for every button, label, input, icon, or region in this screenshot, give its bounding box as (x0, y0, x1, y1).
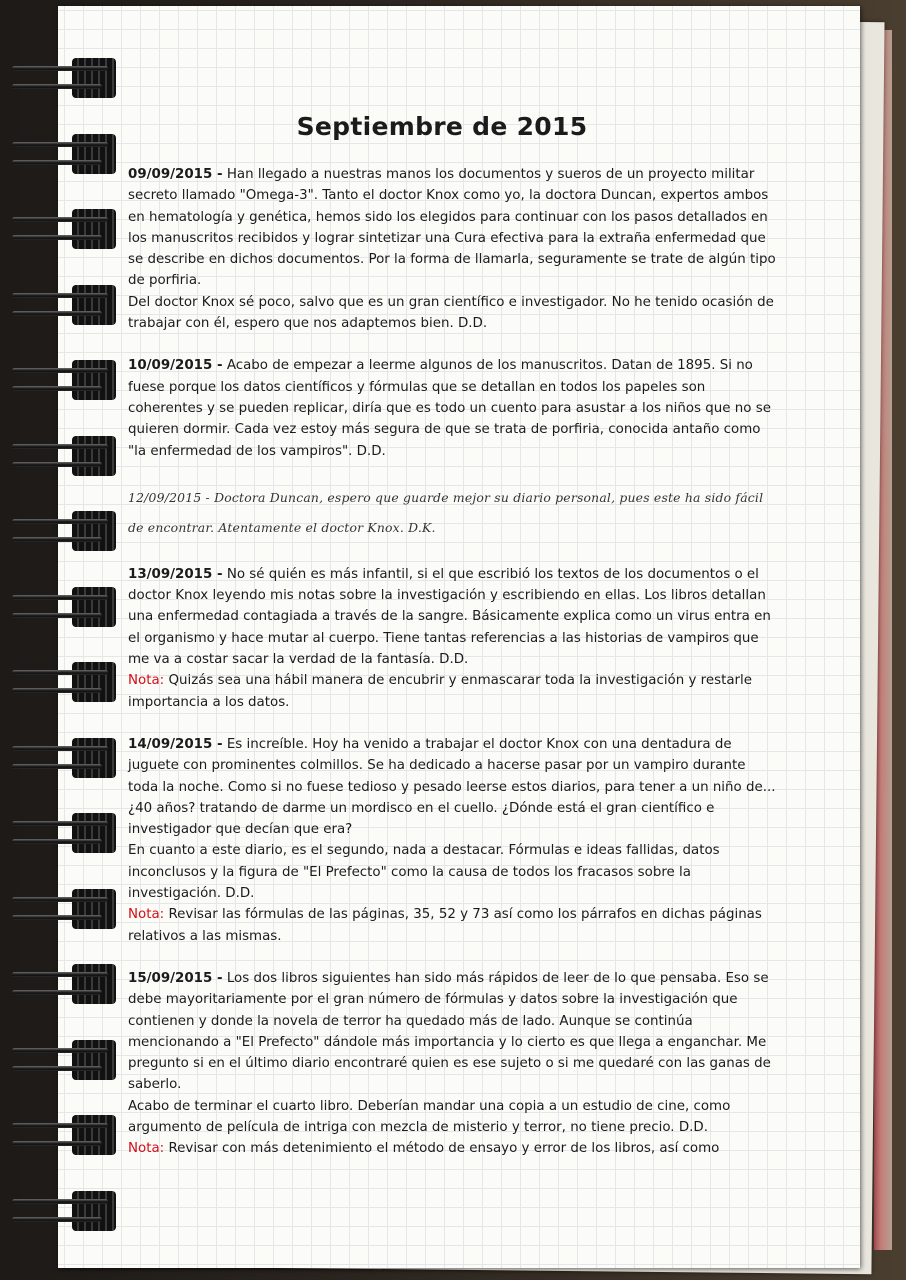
ring-wire (12, 897, 108, 902)
note-label: Nota: (128, 1141, 165, 1157)
spiral-ring (12, 1191, 108, 1231)
ring-wire (12, 972, 108, 977)
entry-date: 15/09/2015 - (128, 970, 223, 986)
spiral-ring (12, 964, 108, 1004)
note-text: Revisar con más detenimiento el método de ensayo y error de los libros, así como (168, 1141, 720, 1157)
ring-clip (72, 209, 116, 249)
entry-text: Acabo de empezar a leerme algunos de los manuscritos. Datan de 1895. Si no fuese porque los datos científicos y fórmulas que se detallan en todos los papeles son coherentes y se pueden replicar, diría que es todo un cuento para asustar a los niños que no se quieren dormir. Cada vez estoy más segura de que se trata de porfiria, conocida antaño como "la enfermedad de los vampiros". D.D. (128, 358, 771, 459)
diary-content (128, 112, 778, 1181)
ring-clip (72, 360, 116, 400)
ring-clip (72, 1191, 116, 1231)
ring-clip (72, 738, 116, 778)
ring-wire (12, 1199, 108, 1204)
entry-date: 10/09/2015 - (128, 358, 223, 374)
ring-wire (12, 293, 108, 298)
ring-wire (12, 519, 108, 524)
entry-text: No sé quién es más infantil, si el que escribió los textos de los documentos o el doctor Knox leyendo mis notas sobre la investigación y escribiendo en ellas. Los libros detallan una enfermedad contagiada a través de la sangre. Básicamente explica como un virus entra en el organismo y hace mutar al cuerpo. Tiene tantas referencias a las historias de vampiros que me va a costar sacar la verdad de la fantasía. D.D. (128, 566, 771, 668)
ring-wire (12, 821, 108, 826)
entry-paragraph (128, 355, 778, 461)
ring-wire (12, 444, 108, 449)
ring-wire (12, 1141, 102, 1146)
note-text: Revisar las fórmulas de las páginas, 35, 52 y 73 así como los párrafos en dichas páginas relativos a las mismas. (128, 907, 762, 944)
ring-clip (72, 58, 116, 98)
ring-wire (12, 764, 102, 769)
ring-wire (12, 537, 102, 542)
spiral-ring (12, 813, 108, 853)
entry-date: 13/09/2015 - (128, 566, 223, 582)
ring-wire (12, 613, 102, 618)
ring-wire (12, 839, 102, 844)
ring-clip (72, 964, 116, 1004)
ring-wire (12, 990, 102, 995)
ring-wire (12, 1217, 102, 1222)
ring-wire (12, 462, 102, 467)
ring-wire (12, 595, 108, 600)
ring-clip (72, 587, 116, 627)
ring-clip (72, 813, 116, 853)
ring-wire (12, 368, 108, 373)
ring-clip (72, 285, 116, 325)
ring-wire (12, 160, 102, 165)
entry-paragraph (128, 734, 778, 840)
entry-note (128, 670, 778, 713)
ring-clip (72, 662, 116, 702)
spiral-ring (12, 511, 108, 551)
spiral-ring (12, 1040, 108, 1080)
diary-entry-1009 (128, 355, 778, 461)
ring-wire (12, 1066, 102, 1071)
ring-wire (12, 235, 102, 240)
ring-clip (72, 1115, 116, 1155)
knox-handwritten-note: 12/09/2015 - Doctora Duncan, espero que guarde mejor su diario personal, pues este ha sido fácil de encontrar. Atentamente el doctor Knox. D.K. (128, 489, 764, 535)
ring-wire (12, 142, 108, 147)
entry-note (128, 904, 778, 947)
spiral-ring (12, 436, 108, 476)
spiral-ring (12, 58, 108, 98)
diary-entry-1309 (128, 564, 778, 713)
spiral-ring (12, 738, 108, 778)
note-label: Nota: (128, 673, 165, 689)
entry-paragraph (128, 564, 778, 670)
ring-wire (12, 688, 102, 693)
spiral-ring (12, 587, 108, 627)
entry-paragraph: En cuanto a este diario, es el segundo, nada a destacar. Fórmulas e ideas fallidas, datos inconclusos y la figura de "El Prefecto" como la causa de todos los fracasos sobre la investigación. D.D. (128, 843, 720, 902)
spiral-ring (12, 285, 108, 325)
entry-paragraph: Del doctor Knox sé poco, salvo que es un gran científico e investigador. No he tenido ocasión de trabajar con él, espero que nos adaptemos bien. D.D. (128, 294, 774, 332)
ring-wire (12, 670, 108, 675)
ring-clip (72, 889, 116, 929)
ring-wire (12, 386, 102, 391)
diary-entry-1409 (128, 734, 778, 947)
spiral-ring (12, 1115, 108, 1155)
entry-note (128, 1138, 778, 1159)
entry-paragraph (128, 164, 778, 292)
ring-wire (12, 217, 108, 222)
entry-text: Han llegado a nuestras manos los documentos y sueros de un proyecto militar secreto llamado "Omega-3". Tanto el doctor Knox como yo, la doctora Duncan, expertos ambos en hematología y genética, hemos sido los elegidos para continuar con los pasos detallados en los manuscritos recibidos y lograr sintetizar una Cura efectiva para la extraña enfermedad que se describe en dichos documentos. Por la forma de llamarla, seguramente se trate de algún tipo de porfiria. (128, 167, 776, 289)
ring-clip (72, 511, 116, 551)
ring-clip (72, 436, 116, 476)
entry-date: 14/09/2015 - (128, 736, 223, 752)
entry-text: Es increíble. Hoy ha venido a trabajar el doctor Knox con una dentadura de juguete con prominentes colmillos. Se ha dedicado a hacerse pasar por un vampiro durante toda la noche. Como si no fuese tedioso y pesado leerse estos diarios, para tener a un niño de... ¿40 años? tratando de darme un mordisco en el cuello. ¿Dónde está el gran científico e investigador que decían que era? (128, 736, 776, 838)
spiral-ring (12, 134, 108, 174)
spiral-ring (12, 662, 108, 702)
ring-wire (12, 746, 108, 751)
ring-clip (72, 1040, 116, 1080)
note-text: Quizás sea una hábil manera de encubrir y enmascarar toda la investigación y restarle importancia a los datos. (128, 673, 752, 710)
ring-wire (12, 311, 102, 316)
ring-wire (12, 1123, 108, 1128)
page-title: Septiembre de 2015 (296, 112, 588, 141)
entry-date: 09/09/2015 - (128, 167, 223, 182)
diary-entry-0909 (128, 164, 778, 334)
ring-wire (12, 84, 102, 89)
ring-wire (12, 1048, 108, 1053)
entry-paragraph (128, 968, 778, 1096)
spiral-ring (12, 889, 108, 929)
spiral-ring (12, 360, 108, 400)
entry-paragraph: Acabo de terminar el cuarto libro. Deberían mandar una copia a un estudio de cine, como argumento de película de intriga con mezcla de misterio y terror, no tiene precio. D.D. (128, 1098, 731, 1135)
entry-text: Los dos libros siguientes han sido más rápidos de leer de lo que pensaba. Eso se debe mayoritariamente por el gran número de fórmulas y datos sobre la investigación que contienen y donde la novela de terror ha quedado más de lado. Aunque se continúa mencionando a "El Prefecto" dándole más importancia y lo cierto es que llega a enganchar. Me pregunto si en el último diario encontraré quien es ese sujeto o si me quedaré con las ganas de saberlo. (128, 970, 771, 1093)
ring-wire (12, 915, 102, 920)
note-label: Nota: (128, 907, 165, 923)
ring-wire (12, 66, 108, 71)
spiral-ring (12, 209, 108, 249)
diary-entry-1509 (128, 968, 778, 1160)
